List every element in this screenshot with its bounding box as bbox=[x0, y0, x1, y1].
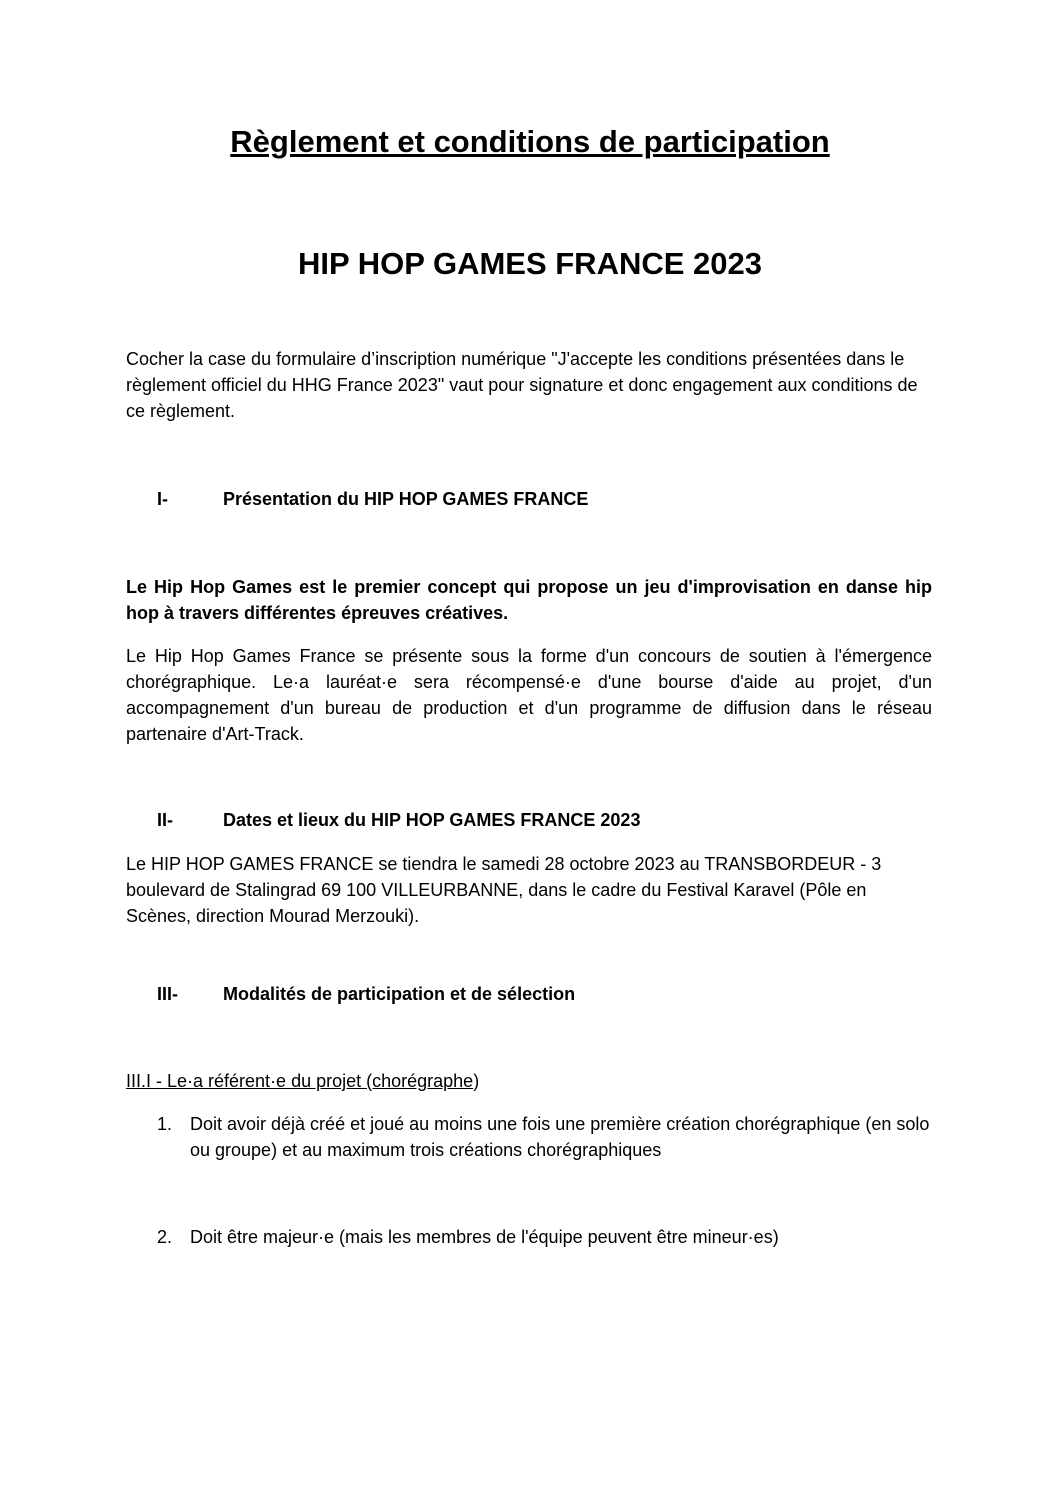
section-title: Modalités de participation et de sélection bbox=[223, 984, 576, 1004]
list-item-number: 2. bbox=[157, 1227, 173, 1247]
list-item-number: 1. bbox=[157, 1114, 173, 1134]
intro-paragraph: Cocher la case du formulaire d’inscription numérique "J'accepte les conditions présentées dans le règlement officiel du HHG France 2023" vaut pour signature et donc engagement aux conditions de ce règlement. bbox=[126, 349, 918, 421]
section-number: I- bbox=[157, 489, 168, 509]
subsection-title-tail: ) bbox=[473, 1071, 480, 1091]
section-number: III- bbox=[157, 984, 178, 1004]
section-1-paragraph: Le Hip Hop Games France se présente sous la forme d'un concours de soutien à l'émergence chorégraphique. Le·a lauréat·e sera récompensé·e d'une bourse d'aide au projet, d'un accompagnement d'un bureau de production et d'un programme de diffusion dans le réseau partenaire d'Art-Track. bbox=[126, 646, 932, 744]
section-1-bold-paragraph: Le Hip Hop Games est le premier concept qui propose un jeu d'improvisation en danse hip hop à travers différentes épreuves créatives. bbox=[126, 577, 932, 623]
document-subtitle: HIP HOP GAMES FRANCE 2023 bbox=[298, 246, 762, 281]
section-heading-1 bbox=[157, 486, 588, 512]
list-item bbox=[157, 1111, 937, 1163]
list-item bbox=[157, 1224, 937, 1250]
subsection-title bbox=[126, 1068, 479, 1094]
section-title: Présentation du HIP HOP GAMES FRANCE bbox=[223, 489, 589, 509]
section-number: II- bbox=[157, 810, 173, 830]
list-item-text: Doit avoir déjà créé et joué au moins une fois une première création chorégraphique (en solo ou groupe) et au maximum trois créations chorégraphiques bbox=[190, 1114, 930, 1160]
document-title: Règlement et conditions de participation bbox=[230, 124, 830, 159]
list-item-text: Doit être majeur·e (mais les membres de l'équipe peuvent être mineur·es) bbox=[190, 1227, 779, 1247]
section-heading-2 bbox=[157, 807, 640, 833]
section-heading-3 bbox=[157, 981, 575, 1007]
subsection-title-underlined: III.I - Le·a référent·e du projet (chorégraphe bbox=[126, 1071, 474, 1091]
section-2-paragraph: Le HIP HOP GAMES FRANCE se tiendra le samedi 28 octobre 2023 au TRANSBORDEUR - 3 boulevard de Stalingrad 69 100 VILLEURBANNE, dans le cadre du Festival Karavel (Pôle en Scènes, direction Mourad Merzouki). bbox=[126, 854, 882, 926]
section-title: Dates et lieux du HIP HOP GAMES FRANCE 2023 bbox=[223, 810, 641, 830]
